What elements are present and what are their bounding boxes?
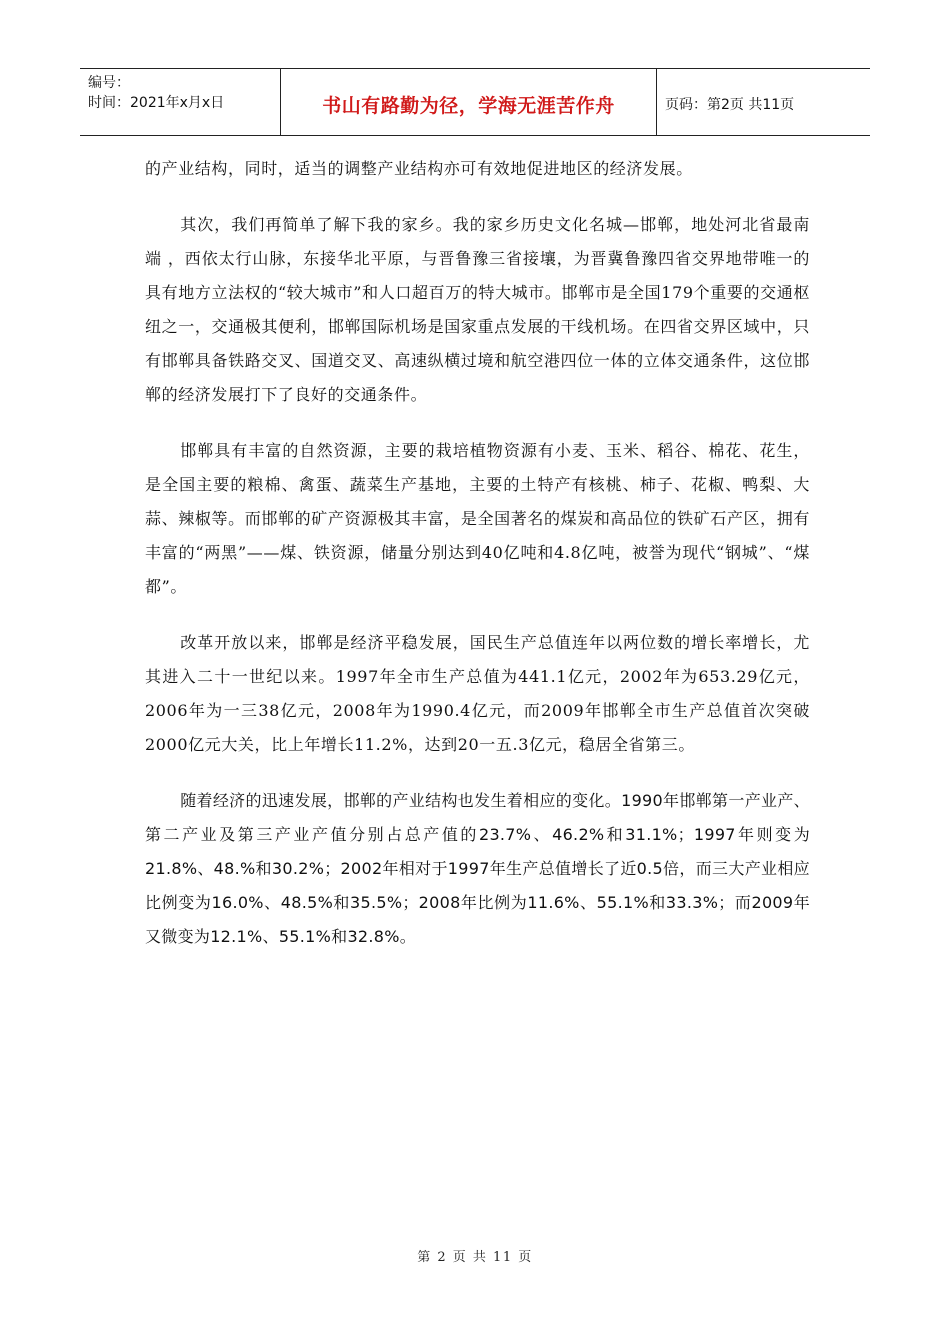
paragraph-natural-resources: 邯郸具有丰富的自然资源，主要的栽培植物资源有小麦、玉米、稻谷、棉花、花生，是全国主要的粮棉、禽蛋、蔬菜生产基地，主要的土特产有核桃、柿子、花椒、鸭梨、大蒜、辣椒等。而邯郸的矿产资源极其丰富，是全国著名的煤炭和高品位的铁矿石产区，拥有丰富的“两黑”——煤、铁资源，储量分别达到40亿吨和4.8亿吨，被誉为现代“钢城”、“煤都”。	[145, 441, 810, 596]
paragraph-industry-structure: 随着经济的迅速发展，邯郸的产业结构也发生着相应的变化。1990年邯郸第一产业产、第二产业及第三产业产值分别占总产值的23.7%、46.2%和31.1%；1997年则变为21.8%、48.%和30.2%；2002年相对于1997年生产总值增长了近0.5倍，而三大产业相应比例变为16.0%、48.5%和35.5%；2008年比例为11.6%、55.1%和33.3%；而2009年又微变为12.1%、55.1%和32.8%。	[145, 791, 810, 946]
page-header	[80, 68, 870, 136]
header-meta	[80, 69, 281, 135]
document-number-label: 编号：	[88, 75, 130, 91]
page-footer: 第 2 页 共 11 页	[417, 1250, 533, 1265]
document-body	[145, 152, 810, 976]
paragraph-economic-growth: 改革开放以来，邯郸是经济平稳发展，国民生产总值连年以两位数的增长率增长，尤其进入二十一世纪以来。1997年全市生产总值为441.1亿元，2002年为653.29亿元，2006年为一三38亿元，2008年为1990.4亿元，而2009年邯郸全市生产总值首次突破2000亿元大关，比上年增长11.2%，达到20一五.3亿元，稳居全省第三。	[145, 633, 810, 754]
header-page-info: 页码：第2页 共11页	[665, 97, 795, 113]
header-motto: 书山有路勤为径，学海无涯苦作舟	[281, 69, 657, 135]
paragraph-hometown-intro: 其次，我们再简单了解下我的家乡。我的家乡历史文化名城—邯郸，地处河北省最南端 ，西依太行山脉，东接华北平原，与晋鲁豫三省接壤，为晋冀鲁豫四省交界地带唯一的具有地方立法权的“较大城市”和人口超百万的特大城市。邯郸市是全国179个重要的交通枢纽之一，交通极其便利，邯郸国际机场是国家重点发展的干线机场。在四省交界区域中，只有邯郸具备铁路交叉、国道交叉、高速纵横过境和航空港四位一体的立体交通条件，这位邯郸的经济发展打下了良好的交通条件。	[145, 215, 810, 404]
document-date: 时间：2021年x月x日	[88, 95, 225, 111]
paragraph-continuation: 的产业结构，同时，适当的调整产业结构亦可有效地促进地区的经济发展。	[145, 159, 693, 178]
